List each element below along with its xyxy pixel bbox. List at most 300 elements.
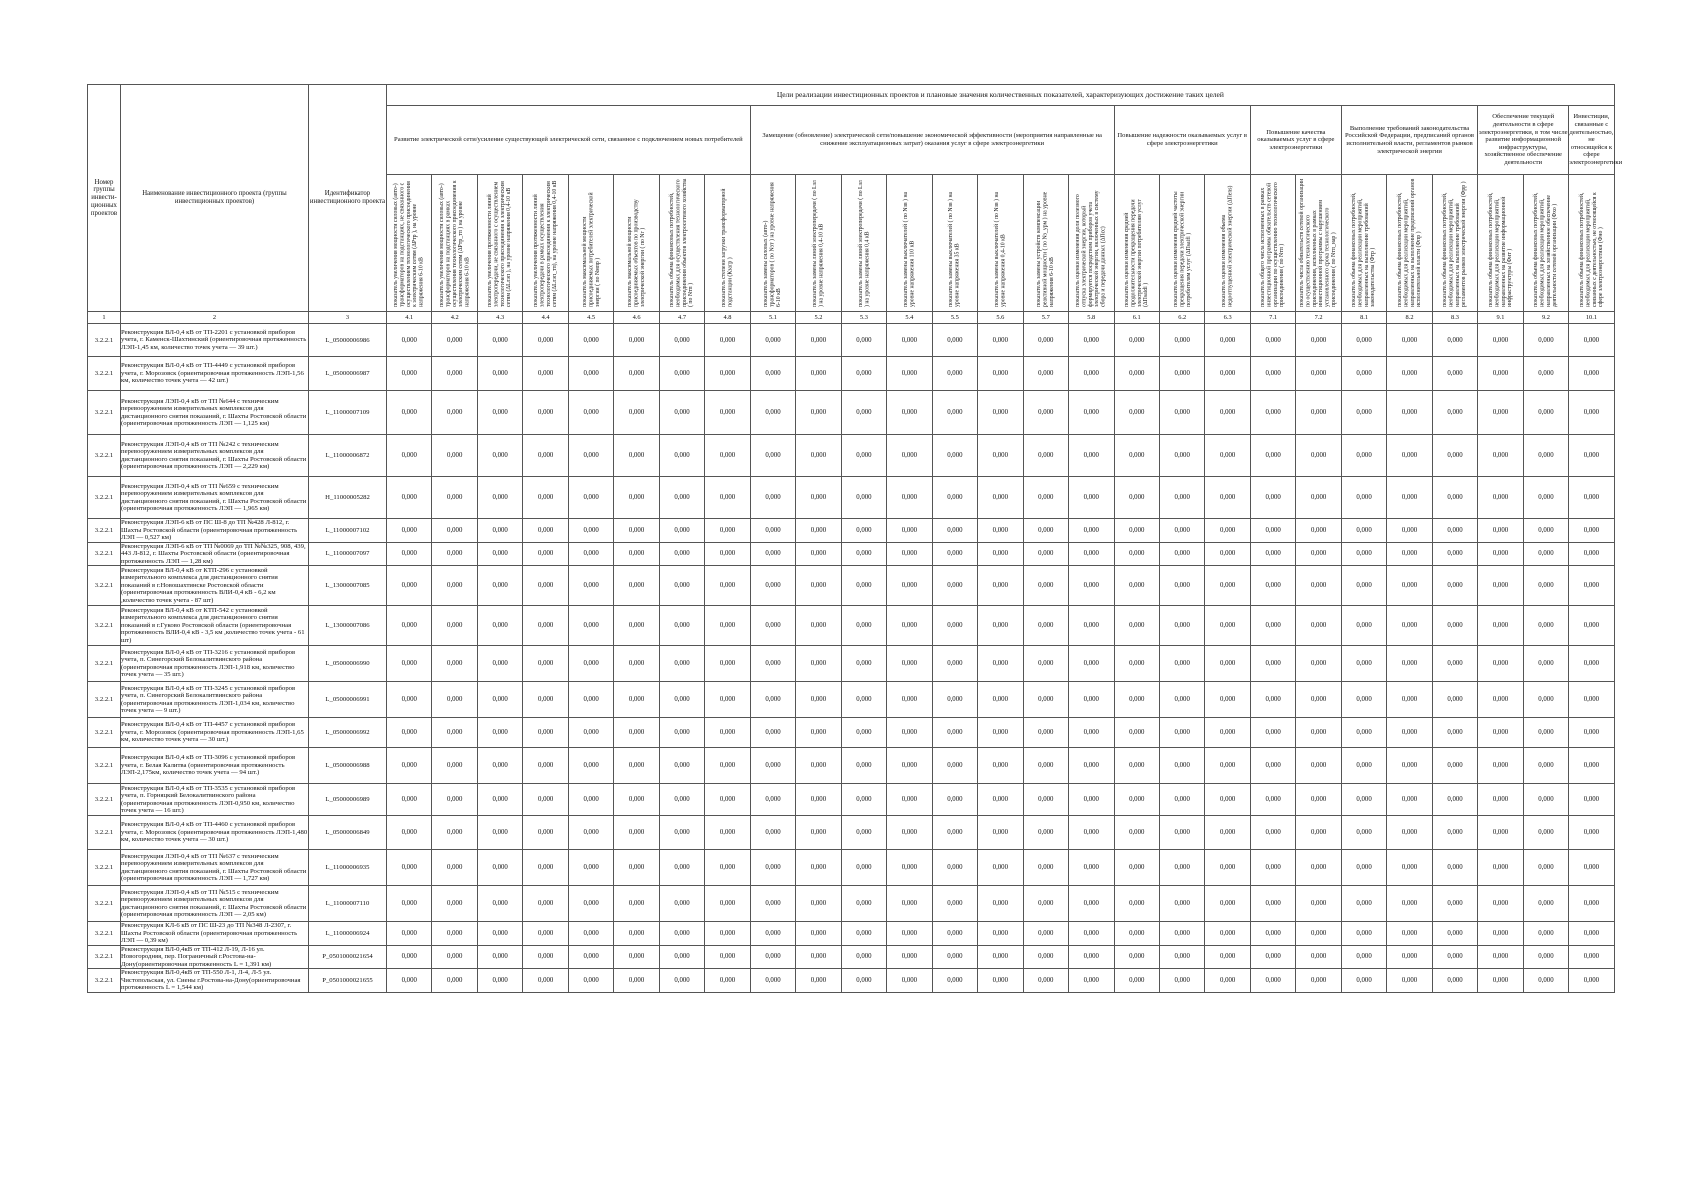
column-number: 5.3 bbox=[841, 312, 886, 324]
table-row bbox=[88, 435, 1615, 477]
indicator-value-cell: 0,000 bbox=[750, 816, 795, 850]
indicator-value-cell: 0,000 bbox=[568, 606, 613, 646]
table-row bbox=[88, 324, 1615, 357]
indicator-value-cell: 0,000 bbox=[614, 477, 659, 519]
indicator-value-cell: 0,000 bbox=[523, 784, 568, 816]
project-name-cell: Реконструкция ВЛ-0,4 кВ от ТП-3245 с установкой приборов учета, п. Синегорский Белокалитвинского района (ориентировочная протяженность ЛЭП-1,034 км, количество точек учета — 9 шт.) bbox=[121, 682, 309, 718]
indicator-value-cell: 0,000 bbox=[1387, 816, 1432, 850]
project-name-cell: Реконструкция ВЛ-0,4 кВ от ТП-3096 с установкой приборов учета, г. Белая Калитва (ориентировочная протяженность ЛЭП-2,175км, количество точек учета — 94 шт.) bbox=[121, 748, 309, 784]
indicator-value-cell: 0,000 bbox=[1023, 945, 1068, 969]
group-number-cell: 3.2.2.1 bbox=[88, 477, 121, 519]
indicator-value-cell: 0,000 bbox=[1296, 718, 1341, 748]
indicator-value-cell: 0,000 bbox=[1296, 850, 1341, 886]
indicator-header-text: показатель объема финансовых потребностей, необходимых для реализации мероприятий, направленных на хозяйственное обеспечение деятельности сетевой организации (Фхо ) bbox=[1533, 192, 1559, 307]
indicator-value-cell: 0,000 bbox=[887, 816, 932, 850]
indicator-value-cell: 0,000 bbox=[432, 646, 477, 682]
column-number: 2 bbox=[121, 312, 309, 324]
indicator-value-cell: 0,000 bbox=[614, 646, 659, 682]
indicator-value-cell: 0,000 bbox=[1569, 922, 1615, 946]
column-number: 4.4 bbox=[523, 312, 568, 324]
indicator-value-cell: 0,000 bbox=[1250, 886, 1295, 922]
indicator-value-cell: 0,000 bbox=[387, 566, 432, 606]
group-number-cell: 3.2.2.1 bbox=[88, 435, 121, 477]
indicator-value-cell: 0,000 bbox=[705, 606, 750, 646]
indicator-value-cell: 0,000 bbox=[1159, 969, 1204, 993]
indicator-value-cell: 0,000 bbox=[1023, 850, 1068, 886]
indicator-value-cell: 0,000 bbox=[614, 816, 659, 850]
indicator-value-cell: 0,000 bbox=[568, 718, 613, 748]
indicator-value-cell: 0,000 bbox=[1250, 784, 1295, 816]
table-row bbox=[88, 542, 1615, 566]
project-id-cell: L_05000006986 bbox=[309, 324, 387, 357]
indicator-value-cell: 0,000 bbox=[477, 566, 522, 606]
indicator-header-text: показатель замены линий электропередачи ( по Lзл ) на уровне напряжения 0,4-10 кВ bbox=[812, 180, 825, 307]
indicator-value-cell: 0,000 bbox=[932, 477, 977, 519]
indicator-value-cell: 0,000 bbox=[750, 945, 795, 969]
group-number-cell: 3.2.2.1 bbox=[88, 519, 121, 543]
indicator-value-cell: 0,000 bbox=[387, 324, 432, 357]
indicator-value-cell: 0,000 bbox=[932, 682, 977, 718]
indicator-value-cell: 0,000 bbox=[841, 850, 886, 886]
indicator-value-cell: 0,000 bbox=[841, 435, 886, 477]
indicator-value-cell: 0,000 bbox=[1478, 816, 1523, 850]
indicator-value-cell: 0,000 bbox=[659, 357, 704, 391]
indicator-value-cell: 0,000 bbox=[1523, 969, 1568, 993]
indicator-value-cell: 0,000 bbox=[978, 945, 1023, 969]
indicator-value-cell: 0,000 bbox=[477, 784, 522, 816]
indicator-header-text: показатель объема финансовых потребностей, необходимых для реализации мероприятий, направленных на выполнение требований регламентов рынков электрической энергии (Фрр ) bbox=[1442, 181, 1468, 307]
indicator-value-cell: 0,000 bbox=[796, 391, 841, 435]
indicator-value-cell: 0,000 bbox=[1296, 748, 1341, 784]
indicator-value-cell: 0,000 bbox=[841, 945, 886, 969]
group-number-cell: 3.2.2.1 bbox=[88, 646, 121, 682]
project-id-cell: H_11000005282 bbox=[309, 477, 387, 519]
indicator-value-cell: 0,000 bbox=[841, 718, 886, 748]
indicator-value-cell: 0,000 bbox=[1159, 566, 1204, 606]
indicator-value-cell: 0,000 bbox=[1205, 682, 1250, 718]
indicator-value-cell: 0,000 bbox=[978, 682, 1023, 718]
indicator-value-cell: 0,000 bbox=[568, 784, 613, 816]
indicator-header bbox=[887, 175, 932, 312]
indicator-value-cell: 0,000 bbox=[614, 324, 659, 357]
indicator-value-cell: 0,000 bbox=[796, 566, 841, 606]
table-row bbox=[88, 646, 1615, 682]
project-name-cell: Реконструкция ЛЭП-0,4 кВ от ТП №637 с техническим перевооружением измерительных комплексов для дистанционного снятия показаний, г. Шахты Ростовской области (ориентировочная протяженность ЛЭП — 1,727 км) bbox=[121, 850, 309, 886]
indicator-value-cell: 0,000 bbox=[1069, 542, 1114, 566]
indicator-value-cell: 0,000 bbox=[1387, 969, 1432, 993]
indicator-value-cell: 0,000 bbox=[432, 816, 477, 850]
indicator-value-cell: 0,000 bbox=[1296, 435, 1341, 477]
indicator-value-cell: 0,000 bbox=[1569, 477, 1615, 519]
indicator-value-cell: 0,000 bbox=[1250, 945, 1295, 969]
indicator-value-cell: 0,000 bbox=[523, 748, 568, 784]
indicator-value-cell: 0,000 bbox=[1296, 969, 1341, 993]
indicator-value-cell: 0,000 bbox=[1387, 748, 1432, 784]
group-number-cell: 3.2.2.1 bbox=[88, 606, 121, 646]
indicator-value-cell: 0,000 bbox=[1432, 357, 1477, 391]
indicator-value-cell: 0,000 bbox=[568, 357, 613, 391]
indicator-value-cell: 0,000 bbox=[932, 816, 977, 850]
indicator-value-cell: 0,000 bbox=[523, 357, 568, 391]
indicator-value-cell: 0,000 bbox=[1387, 606, 1432, 646]
indicator-value-cell: 0,000 bbox=[1478, 435, 1523, 477]
indicator-value-cell: 0,000 bbox=[477, 435, 522, 477]
indicator-value-cell: 0,000 bbox=[1569, 324, 1615, 357]
project-id-cell: L_05000006988 bbox=[309, 748, 387, 784]
indicator-value-cell: 0,000 bbox=[659, 566, 704, 606]
indicator-value-cell: 0,000 bbox=[932, 357, 977, 391]
indicator-value-cell: 0,000 bbox=[978, 784, 1023, 816]
indicator-value-cell: 0,000 bbox=[1387, 435, 1432, 477]
indicator-value-cell: 0,000 bbox=[1569, 435, 1615, 477]
indicator-value-cell: 0,000 bbox=[1114, 646, 1159, 682]
indicator-value-cell: 0,000 bbox=[1478, 682, 1523, 718]
indicator-value-cell: 0,000 bbox=[1023, 357, 1068, 391]
indicator-value-cell: 0,000 bbox=[796, 969, 841, 993]
indicator-value-cell: 0,000 bbox=[477, 606, 522, 646]
goal-group-header: Повышение качества оказываемых услуг в сфере электроэнергетики bbox=[1250, 106, 1341, 175]
column-number: 7.1 bbox=[1250, 312, 1295, 324]
indicator-value-cell: 0,000 bbox=[568, 850, 613, 886]
indicator-value-cell: 0,000 bbox=[1250, 435, 1295, 477]
indicator-header bbox=[523, 175, 568, 312]
indicator-value-cell: 0,000 bbox=[1569, 682, 1615, 718]
indicator-value-cell: 0,000 bbox=[1478, 391, 1523, 435]
indicator-value-cell: 0,000 bbox=[1569, 646, 1615, 682]
group-number-cell: 3.2.2.1 bbox=[88, 391, 121, 435]
indicator-value-cell: 0,000 bbox=[1341, 606, 1386, 646]
indicator-value-cell: 0,000 bbox=[1159, 748, 1204, 784]
column-number: 4.8 bbox=[705, 312, 750, 324]
indicator-value-cell: 0,000 bbox=[1069, 682, 1114, 718]
column-number: 6.2 bbox=[1159, 312, 1204, 324]
project-id-cell: P_0501000021655 bbox=[309, 969, 387, 993]
indicator-header bbox=[1569, 175, 1615, 312]
column-number: 9.1 bbox=[1478, 312, 1523, 324]
indicator-value-cell: 0,000 bbox=[1205, 519, 1250, 543]
indicator-header-text: показатель замены выключателей ( по Nзв ) на уровне напряжения 110 кВ bbox=[903, 191, 916, 307]
indicator-value-cell: 0,000 bbox=[659, 850, 704, 886]
indicator-value-cell: 0,000 bbox=[523, 324, 568, 357]
indicator-value-cell: 0,000 bbox=[432, 606, 477, 646]
indicator-value-cell: 0,000 bbox=[387, 850, 432, 886]
indicator-value-cell: 0,000 bbox=[1523, 784, 1568, 816]
indicator-value-cell: 0,000 bbox=[1569, 566, 1615, 606]
indicator-value-cell: 0,000 bbox=[1341, 784, 1386, 816]
indicator-header bbox=[1159, 175, 1204, 312]
indicator-value-cell: 0,000 bbox=[796, 477, 841, 519]
indicator-value-cell: 0,000 bbox=[887, 566, 932, 606]
indicator-value-cell: 0,000 bbox=[932, 718, 977, 748]
indicator-value-cell: 0,000 bbox=[1250, 357, 1295, 391]
indicator-value-cell: 0,000 bbox=[1250, 646, 1295, 682]
indicator-value-cell: 0,000 bbox=[1478, 748, 1523, 784]
indicator-value-cell: 0,000 bbox=[1387, 945, 1432, 969]
indicator-value-cell: 0,000 bbox=[659, 391, 704, 435]
indicator-value-cell: 0,000 bbox=[387, 391, 432, 435]
indicator-value-cell: 0,000 bbox=[841, 477, 886, 519]
indicator-value-cell: 0,000 bbox=[614, 682, 659, 718]
indicator-value-cell: 0,000 bbox=[1569, 748, 1615, 784]
project-id-cell: L_11000006872 bbox=[309, 435, 387, 477]
indicator-value-cell: 0,000 bbox=[1569, 357, 1615, 391]
indicator-value-cell: 0,000 bbox=[1478, 324, 1523, 357]
indicator-value-cell: 0,000 bbox=[1023, 748, 1068, 784]
indicator-value-cell: 0,000 bbox=[887, 886, 932, 922]
indicator-header bbox=[1114, 175, 1159, 312]
indicator-value-cell: 0,000 bbox=[432, 324, 477, 357]
header-row-title bbox=[88, 85, 1615, 106]
indicator-value-cell: 0,000 bbox=[387, 945, 432, 969]
indicator-value-cell: 0,000 bbox=[841, 969, 886, 993]
indicator-value-cell: 0,000 bbox=[1523, 886, 1568, 922]
indicator-value-cell: 0,000 bbox=[1341, 718, 1386, 748]
column-number: 4.6 bbox=[614, 312, 659, 324]
group-number-cell: 3.2.2.1 bbox=[88, 850, 121, 886]
indicator-value-cell: 0,000 bbox=[523, 391, 568, 435]
indicator-value-cell: 0,000 bbox=[1069, 519, 1114, 543]
group-number-cell: 3.2.2.1 bbox=[88, 718, 121, 748]
indicator-value-cell: 0,000 bbox=[796, 324, 841, 357]
indicator-value-cell: 0,000 bbox=[932, 435, 977, 477]
indicator-value-cell: 0,000 bbox=[1523, 519, 1568, 543]
indicator-value-cell: 0,000 bbox=[1205, 850, 1250, 886]
indicator-value-cell: 0,000 bbox=[1296, 357, 1341, 391]
indicator-value-cell: 0,000 bbox=[705, 519, 750, 543]
indicator-value-cell: 0,000 bbox=[1250, 566, 1295, 606]
indicator-value-cell: 0,000 bbox=[659, 886, 704, 922]
indicator-value-cell: 0,000 bbox=[1205, 435, 1250, 477]
indicator-value-cell: 0,000 bbox=[750, 969, 795, 993]
indicator-value-cell: 0,000 bbox=[841, 606, 886, 646]
indicator-value-cell: 0,000 bbox=[978, 886, 1023, 922]
indicator-value-cell: 0,000 bbox=[387, 606, 432, 646]
indicator-value-cell: 0,000 bbox=[1250, 324, 1295, 357]
group-number-cell: 3.2.2.1 bbox=[88, 816, 121, 850]
indicator-value-cell: 0,000 bbox=[614, 850, 659, 886]
indicator-value-cell: 0,000 bbox=[523, 566, 568, 606]
indicator-value-cell: 0,000 bbox=[1205, 886, 1250, 922]
column-number: 4.2 bbox=[432, 312, 477, 324]
project-name-cell: Реконструкция ВЛ-0,4 кВ от КТП-296 с установкой измерительного комплекса для дистанционного снятия показаний в г.Новошахтинске Ростовской области (ориентировочная протяженность ВЛИ-0,4 кВ - 6,2 км ,количество точек учета - 87 шт) bbox=[121, 566, 309, 606]
indicator-value-cell: 0,000 bbox=[1114, 519, 1159, 543]
indicator-value-cell: 0,000 bbox=[841, 816, 886, 850]
indicator-value-cell: 0,000 bbox=[387, 718, 432, 748]
indicator-header bbox=[1069, 175, 1114, 312]
indicator-value-cell: 0,000 bbox=[477, 886, 522, 922]
indicator-value-cell: 0,000 bbox=[1069, 435, 1114, 477]
indicator-value-cell: 0,000 bbox=[705, 718, 750, 748]
indicator-value-cell: 0,000 bbox=[1432, 945, 1477, 969]
indicator-value-cell: 0,000 bbox=[1114, 324, 1159, 357]
indicator-value-cell: 0,000 bbox=[614, 945, 659, 969]
indicator-header bbox=[1023, 175, 1068, 312]
indicator-value-cell: 0,000 bbox=[1205, 566, 1250, 606]
indicator-value-cell: 0,000 bbox=[750, 850, 795, 886]
indicator-header bbox=[978, 175, 1023, 312]
indicator-header-text: показатель замены устройств компенсации реактивной мощности ( по Nз_урм ) на уровне напряжения 6-10 кВ bbox=[1036, 191, 1055, 307]
indicator-value-cell: 0,000 bbox=[477, 922, 522, 946]
group-number-header: Номер группы инвести-ционных проектов bbox=[88, 85, 121, 312]
indicator-value-cell: 0,000 bbox=[796, 784, 841, 816]
indicator-value-cell: 0,000 bbox=[614, 606, 659, 646]
indicator-value-cell: 0,000 bbox=[932, 606, 977, 646]
indicator-value-cell: 0,000 bbox=[568, 922, 613, 946]
indicator-value-cell: 0,000 bbox=[705, 391, 750, 435]
indicator-value-cell: 0,000 bbox=[1114, 922, 1159, 946]
group-number-cell: 3.2.2.1 bbox=[88, 945, 121, 969]
project-name-cell: Реконструкция ЛЭП-0,4 кВ от ТП №515 с техническим перевооружением измерительных комплексов для дистанционного снятия показаний, г. Шахты Ростовской области (ориентировочная протяженность ЛЭП — 2,05 км) bbox=[121, 886, 309, 922]
indicator-value-cell: 0,000 bbox=[750, 886, 795, 922]
indicator-value-cell: 0,000 bbox=[887, 519, 932, 543]
indicator-value-cell: 0,000 bbox=[796, 606, 841, 646]
indicator-value-cell: 0,000 bbox=[1069, 784, 1114, 816]
project-id-cell: L_11000007102 bbox=[309, 519, 387, 543]
project-id-cell: P_0501000021654 bbox=[309, 945, 387, 969]
indicator-value-cell: 0,000 bbox=[523, 969, 568, 993]
indicator-value-cell: 0,000 bbox=[1296, 945, 1341, 969]
indicator-value-cell: 0,000 bbox=[568, 519, 613, 543]
indicator-value-cell: 0,000 bbox=[477, 816, 522, 850]
indicator-value-cell: 0,000 bbox=[1023, 784, 1068, 816]
indicator-value-cell: 0,000 bbox=[1023, 391, 1068, 435]
indicator-value-cell: 0,000 bbox=[1569, 850, 1615, 886]
project-name-cell: Реконструкция ЛЭП-0,4 кВ от ТП №242 с техническим перевооружением измерительных комплексов для дистанционного снятия показаний, г. Шахты Ростовской области (ориентировочная протяженность ЛЭП — 2,229 км) bbox=[121, 435, 309, 477]
indicator-value-cell: 0,000 bbox=[1023, 682, 1068, 718]
indicator-value-cell: 0,000 bbox=[1432, 519, 1477, 543]
indicator-value-cell: 0,000 bbox=[568, 435, 613, 477]
indicator-value-cell: 0,000 bbox=[1523, 566, 1568, 606]
indicator-value-cell: 0,000 bbox=[1523, 542, 1568, 566]
indicator-value-cell: 0,000 bbox=[887, 477, 932, 519]
indicator-value-cell: 0,000 bbox=[978, 850, 1023, 886]
indicator-value-cell: 0,000 bbox=[978, 542, 1023, 566]
indicator-value-cell: 0,000 bbox=[1296, 886, 1341, 922]
indicator-value-cell: 0,000 bbox=[387, 886, 432, 922]
indicator-value-cell: 0,000 bbox=[1387, 519, 1432, 543]
indicator-value-cell: 0,000 bbox=[841, 682, 886, 718]
indicator-value-cell: 0,000 bbox=[978, 566, 1023, 606]
group-number-cell: 3.2.2.1 bbox=[88, 922, 121, 946]
indicator-value-cell: 0,000 bbox=[1114, 784, 1159, 816]
indicator-value-cell: 0,000 bbox=[1296, 391, 1341, 435]
indicator-value-cell: 0,000 bbox=[659, 324, 704, 357]
indicator-value-cell: 0,000 bbox=[1114, 850, 1159, 886]
indicator-value-cell: 0,000 bbox=[1114, 391, 1159, 435]
indicator-value-cell: 0,000 bbox=[614, 748, 659, 784]
indicator-value-cell: 0,000 bbox=[841, 542, 886, 566]
indicator-value-cell: 0,000 bbox=[1023, 477, 1068, 519]
indicator-value-cell: 0,000 bbox=[932, 850, 977, 886]
group-number-cell: 3.2.2.1 bbox=[88, 324, 121, 357]
indicator-value-cell: 0,000 bbox=[614, 969, 659, 993]
indicator-value-cell: 0,000 bbox=[659, 922, 704, 946]
indicator-value-cell: 0,000 bbox=[1478, 566, 1523, 606]
indicator-header bbox=[841, 175, 886, 312]
indicator-value-cell: 0,000 bbox=[705, 784, 750, 816]
indicator-value-cell: 0,000 bbox=[796, 718, 841, 748]
indicator-value-cell: 0,000 bbox=[1478, 718, 1523, 748]
indicator-value-cell: 0,000 bbox=[387, 646, 432, 682]
indicator-value-cell: 0,000 bbox=[978, 324, 1023, 357]
indicator-value-cell: 0,000 bbox=[1114, 969, 1159, 993]
indicator-value-cell: 0,000 bbox=[1069, 816, 1114, 850]
indicator-value-cell: 0,000 bbox=[1478, 606, 1523, 646]
indicator-value-cell: 0,000 bbox=[1023, 324, 1068, 357]
indicator-value-cell: 0,000 bbox=[1296, 519, 1341, 543]
indicator-header bbox=[1341, 175, 1386, 312]
indicator-value-cell: 0,000 bbox=[614, 922, 659, 946]
indicator-value-cell: 0,000 bbox=[887, 748, 932, 784]
indicator-value-cell: 0,000 bbox=[477, 850, 522, 886]
indicator-value-cell: 0,000 bbox=[1205, 969, 1250, 993]
indicator-value-cell: 0,000 bbox=[1069, 646, 1114, 682]
indicator-value-cell: 0,000 bbox=[841, 646, 886, 682]
indicator-header-text: показатель замены выключателей ( по Nзв ) на уровне напряжения 0,4-10 кВ bbox=[993, 191, 1007, 307]
goal-group-header: Замещение (обновление) электрической сети/повышение экономической эффективности (мероприятия направленные на снижение эксплуатационных затрат) оказания услуг в сфере электроэнергетики bbox=[750, 106, 1114, 175]
project-name-cell: Реконструкция ВЛ-0,4 кВ от ТП-3216 с установкой приборов учета, п. Синегорский Белокалитвинского района (ориентировочная протяженность ЛЭП-1,918 км, количество точек учета — 35 шт.) bbox=[121, 646, 309, 682]
indicator-value-cell: 0,000 bbox=[1341, 542, 1386, 566]
indicator-value-cell: 0,000 bbox=[1432, 606, 1477, 646]
goals-title: Цели реализации инвестиционных проектов и плановые значения количественных показателей, характеризующих достижение таких целей bbox=[387, 85, 1615, 106]
indicator-value-cell: 0,000 bbox=[1069, 945, 1114, 969]
indicator-value-cell: 0,000 bbox=[705, 566, 750, 606]
indicator-value-cell: 0,000 bbox=[1069, 969, 1114, 993]
indicator-value-cell: 0,000 bbox=[659, 718, 704, 748]
indicator-value-cell: 0,000 bbox=[705, 945, 750, 969]
indicator-value-cell: 0,000 bbox=[1432, 391, 1477, 435]
project-name-cell: Реконструкция ВЛ-0,4 кВ от ТП-3535 с установкой приборов учета, п. Горняцкий Белокалитвинского района (ориентировочная протяженность ЛЭП-0,950 км, количество точек учета — 16 шт.) bbox=[121, 784, 309, 816]
indicator-value-cell: 0,000 bbox=[1114, 886, 1159, 922]
indicator-value-cell: 0,000 bbox=[978, 646, 1023, 682]
indicator-value-cell: 0,000 bbox=[1478, 357, 1523, 391]
indicator-value-cell: 0,000 bbox=[1569, 542, 1615, 566]
project-id-cell: L_05000006991 bbox=[309, 682, 387, 718]
project-name-cell: Реконструкция ВЛ-0,4кВ от ТП-550 Л-1, Л-4, Л-5 ул. Чистопольская, ул. Сиены г.Ростова-на-Дону(ориентировочная протяженность L = 1,544 км) bbox=[121, 969, 309, 993]
indicator-value-cell: 0,000 bbox=[523, 886, 568, 922]
indicator-value-cell: 0,000 bbox=[841, 748, 886, 784]
indicator-value-cell: 0,000 bbox=[614, 784, 659, 816]
indicator-value-cell: 0,000 bbox=[841, 519, 886, 543]
column-number: 5.7 bbox=[1023, 312, 1068, 324]
indicator-value-cell: 0,000 bbox=[796, 816, 841, 850]
indicator-value-cell: 0,000 bbox=[659, 477, 704, 519]
indicator-value-cell: 0,000 bbox=[1523, 748, 1568, 784]
indicator-value-cell: 0,000 bbox=[1205, 391, 1250, 435]
indicator-value-cell: 0,000 bbox=[432, 969, 477, 993]
indicator-value-cell: 0,000 bbox=[932, 922, 977, 946]
indicator-value-cell: 0,000 bbox=[1432, 969, 1477, 993]
indicator-value-cell: 0,000 bbox=[750, 922, 795, 946]
indicator-value-cell: 0,000 bbox=[523, 850, 568, 886]
table-row bbox=[88, 477, 1615, 519]
indicator-value-cell: 0,000 bbox=[1341, 519, 1386, 543]
indicator-value-cell: 0,000 bbox=[1387, 324, 1432, 357]
indicator-value-cell: 0,000 bbox=[887, 542, 932, 566]
indicator-value-cell: 0,000 bbox=[1205, 945, 1250, 969]
indicator-header-text: показатель оценки изменения доли полезного отпуска электрической энергии, который формируется посредством приборов учета электрической энергии, включенных в систему сбора и передачи данных (ΔПсс) bbox=[1075, 190, 1107, 307]
indicator-value-cell: 0,000 bbox=[523, 922, 568, 946]
indicator-value-cell: 0,000 bbox=[659, 682, 704, 718]
project-name-cell: Реконструкция ВЛ-0,4 кВ от ТП-4457 с установкой приборов учета, г. Морозовск (ориентировочная протяженность ЛЭП-1,65 км, количество точек учета — 30 шт.) bbox=[121, 718, 309, 748]
indicator-value-cell: 0,000 bbox=[796, 519, 841, 543]
group-number-cell: 3.2.2.1 bbox=[88, 357, 121, 391]
indicator-value-cell: 0,000 bbox=[978, 922, 1023, 946]
indicator-value-cell: 0,000 bbox=[614, 357, 659, 391]
indicator-value-cell: 0,000 bbox=[1023, 922, 1068, 946]
group-number-cell: 3.2.2.1 bbox=[88, 682, 121, 718]
indicator-value-cell: 0,000 bbox=[1478, 922, 1523, 946]
